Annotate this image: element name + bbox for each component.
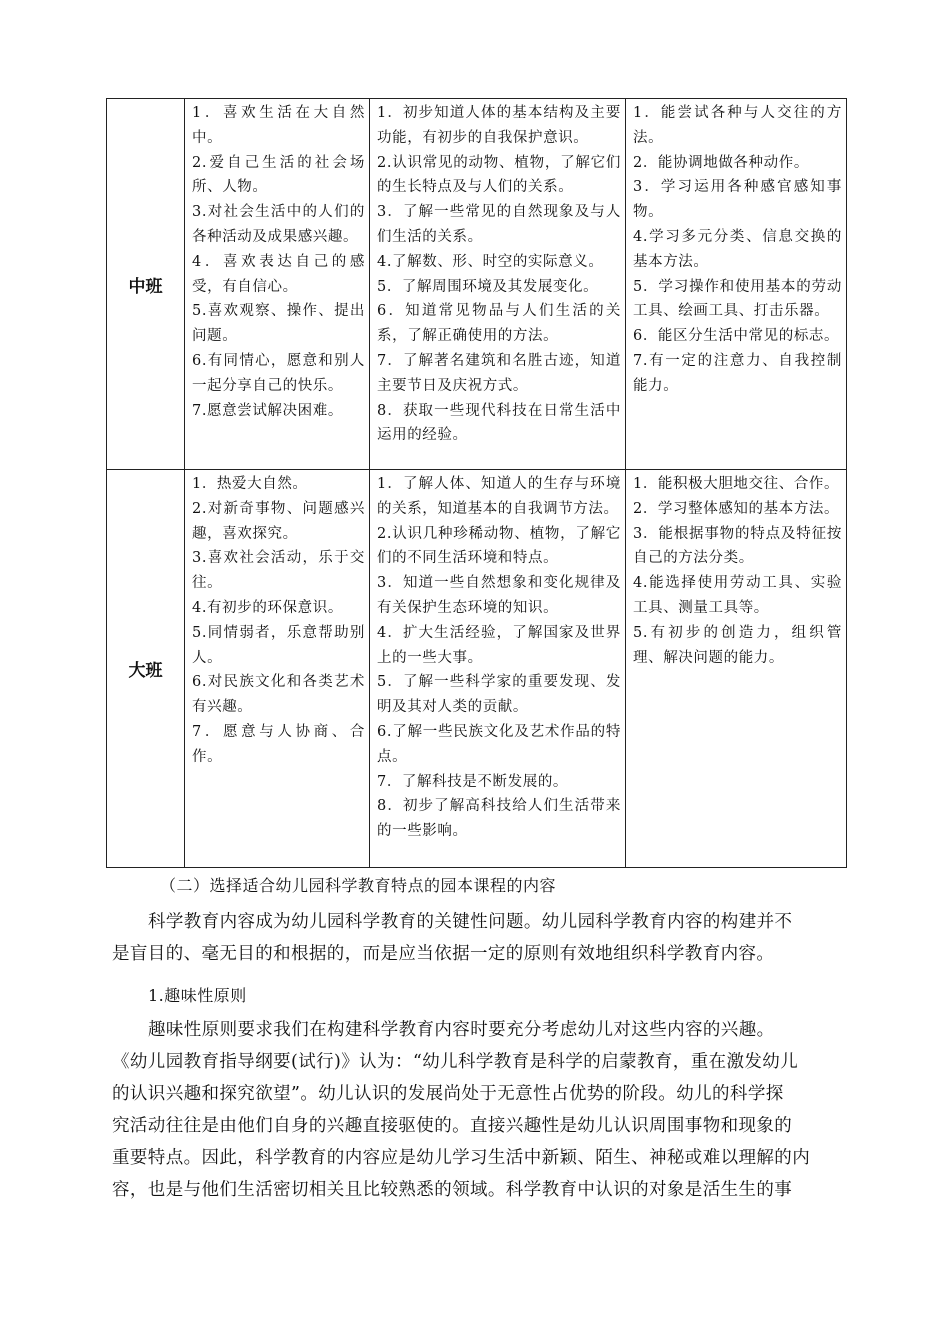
- goal-item: 5．学习操作和使用基本的劳动工具、绘画工具、打击乐器。: [633, 278, 842, 320]
- goal-item: 1．初步知道人体的基本结构及主要功能，有初步的自我保护意识。: [377, 105, 621, 146]
- goal-item: 6.对民族文化和各类艺术有兴趣。: [192, 674, 365, 716]
- level-label: 中班: [107, 99, 185, 470]
- emotion-goals-cell: [185, 470, 370, 868]
- paragraph-line: 科学教育内容成为幼儿园科学教育的关键性问题。幼儿园科学教育内容的构建并不: [148, 912, 793, 932]
- goal-item: 6.有同情心，愿意和别人一起分享自己的快乐。: [192, 352, 365, 394]
- goal-item: 1．能积极大胆地交往、合作。: [633, 476, 840, 492]
- goal-item: 1．热爱大自然。: [192, 476, 308, 492]
- goal-item: 4．扩大生活经验，了解国家及世界上的一些大事。: [377, 624, 621, 666]
- goal-item: 2．能协调地做各种动作。: [633, 154, 809, 171]
- goal-item: 3．学习运用各种感官感知事物。: [633, 179, 842, 221]
- goal-item: 1．喜欢生活在大自然中。: [192, 105, 365, 146]
- goal-item: 2.认识常见的动物、植物，了解它们的生长特点及与人们的关系。: [377, 154, 621, 196]
- section-heading: （二）选择适合幼儿园科学教育特点的园本课程的内容: [160, 876, 557, 895]
- goal-item: 4.了解数、形、时空的实际意义。: [377, 253, 604, 270]
- goal-item: 3．知道一些自然想象和变化规律及有关保护生态环境的知识。: [377, 575, 621, 616]
- goal-item: 7．愿意与人协商、合作。: [192, 723, 365, 765]
- goal-item: 4.能选择使用劳动工具、实验工具、测量工具等。: [633, 575, 842, 616]
- goal-item: 5．了解周围环境及其发展变化。: [377, 278, 599, 295]
- goal-item: 1．了解人体、知道人的生存与环境的关系，知道基本的自我调节方法。: [377, 476, 621, 517]
- goal-item: 4．喜欢表达自己的感受，有自信心。: [192, 253, 365, 295]
- goal-item: 6．能区分生活中常见的标志。: [633, 328, 840, 345]
- paragraph-line: 重要特点。因此，科学教育的内容应是幼儿学习生活中新颖、陌生、神秘或难以理解的内: [112, 1148, 811, 1168]
- goal-item: 3.喜欢社会活动，乐于交往。: [192, 550, 365, 592]
- paragraph-line: 趣味性原则要求我们在构建科学教育内容时要充分考虑幼儿对这些内容的兴趣。: [148, 1020, 775, 1040]
- goal-item: 5．了解一些科学家的重要发现、发明及其对人类的贡献。: [377, 674, 621, 716]
- goal-item: 6.了解一些民族文化及艺术作品的特点。: [377, 723, 621, 765]
- goal-item: 5.喜欢观察、操作、提出问题。: [192, 303, 365, 345]
- goal-item: 2.认识几种珍稀动物、植物，了解它们的不同生活环境和特点。: [377, 525, 621, 567]
- goal-item: 3.对社会生活中的人们的各种活动及成果感兴趣。: [192, 204, 365, 245]
- goal-item: 3．能根据事物的特点及特征按自己的方法分类。: [633, 525, 842, 567]
- level-label: 大班: [107, 470, 185, 868]
- goal-item: 7．了解科技是不断发展的。: [377, 773, 569, 790]
- goal-item: 7．了解著名建筑和名胜古迹，知道主要节日及庆祝方式。: [377, 352, 621, 394]
- paragraph-line: 《幼儿园教育指导纲要(试行)》认为：“幼儿科学教育是科学的启蒙教育，重在激发幼儿: [112, 1052, 799, 1072]
- goal-item: 2.对新奇事物、问题感兴趣，喜欢探究。: [192, 500, 365, 542]
- paragraph-line: 容，也是与他们生活密切相关且比较熟悉的领域。科学教育中认识的对象是活生生的事: [112, 1180, 793, 1200]
- paragraph-intro: [112, 906, 842, 970]
- goal-item: 8．初步了解高科技给人们生活带来的一些影响。: [377, 798, 621, 840]
- table-row-middle-class: [107, 99, 847, 470]
- goal-item: 2.爱自己生活的社会场所、人物。: [192, 154, 365, 196]
- emotion-goals-cell: [185, 99, 370, 470]
- goal-item: 8．获取一些现代科技在日常生活中运用的经验。: [377, 402, 621, 444]
- knowledge-goals-cell: [370, 470, 626, 868]
- goal-item: 5.同情弱者，乐意帮助别人。: [192, 624, 365, 666]
- goal-item: 2．学习整体感知的基本方法。: [633, 500, 840, 517]
- goal-item: 5.有初步的创造力，组织管理、解决问题的能力。: [633, 624, 842, 666]
- education-goals-table: [106, 98, 847, 868]
- goal-item: 4.学习多元分类、信息交换的基本方法。: [633, 228, 842, 270]
- knowledge-goals-cell: [370, 99, 626, 470]
- subheading: 1.趣味性原则: [148, 986, 247, 1005]
- goal-item: 1．能尝试各种与人交往的方法。: [633, 105, 842, 146]
- table-row-senior-class: [107, 470, 847, 868]
- paragraph-interest-principle: [112, 1014, 842, 1206]
- paragraph-line: 的认识兴趣和探究欲望”。幼儿认识的发展尚处于无意性占优势的阶段。幼儿的科学探: [112, 1084, 784, 1104]
- goal-item: 7.有一定的注意力、自我控制能力。: [633, 352, 842, 394]
- skill-goals-cell: [626, 99, 847, 470]
- goal-item: 3．了解一些常见的自然现象及与人们生活的关系。: [377, 204, 621, 245]
- paragraph-line: 是盲目的、毫无目的和根据的，而是应当依据一定的原则有效地组织科学教育内容。: [112, 944, 775, 964]
- goal-item: 4.有初步的环保意识。: [192, 599, 343, 616]
- goal-item: 7.愿意尝试解决困难。: [192, 402, 343, 419]
- paragraph-line: 究活动往往是由他们自身的兴趣直接驱使的。直接兴趣性是幼儿认识周围事物和现象的: [112, 1116, 793, 1136]
- goal-item: 6．知道常见物品与人们生活的关系，了解正确使用的方法。: [377, 303, 621, 345]
- skill-goals-cell: [626, 470, 847, 868]
